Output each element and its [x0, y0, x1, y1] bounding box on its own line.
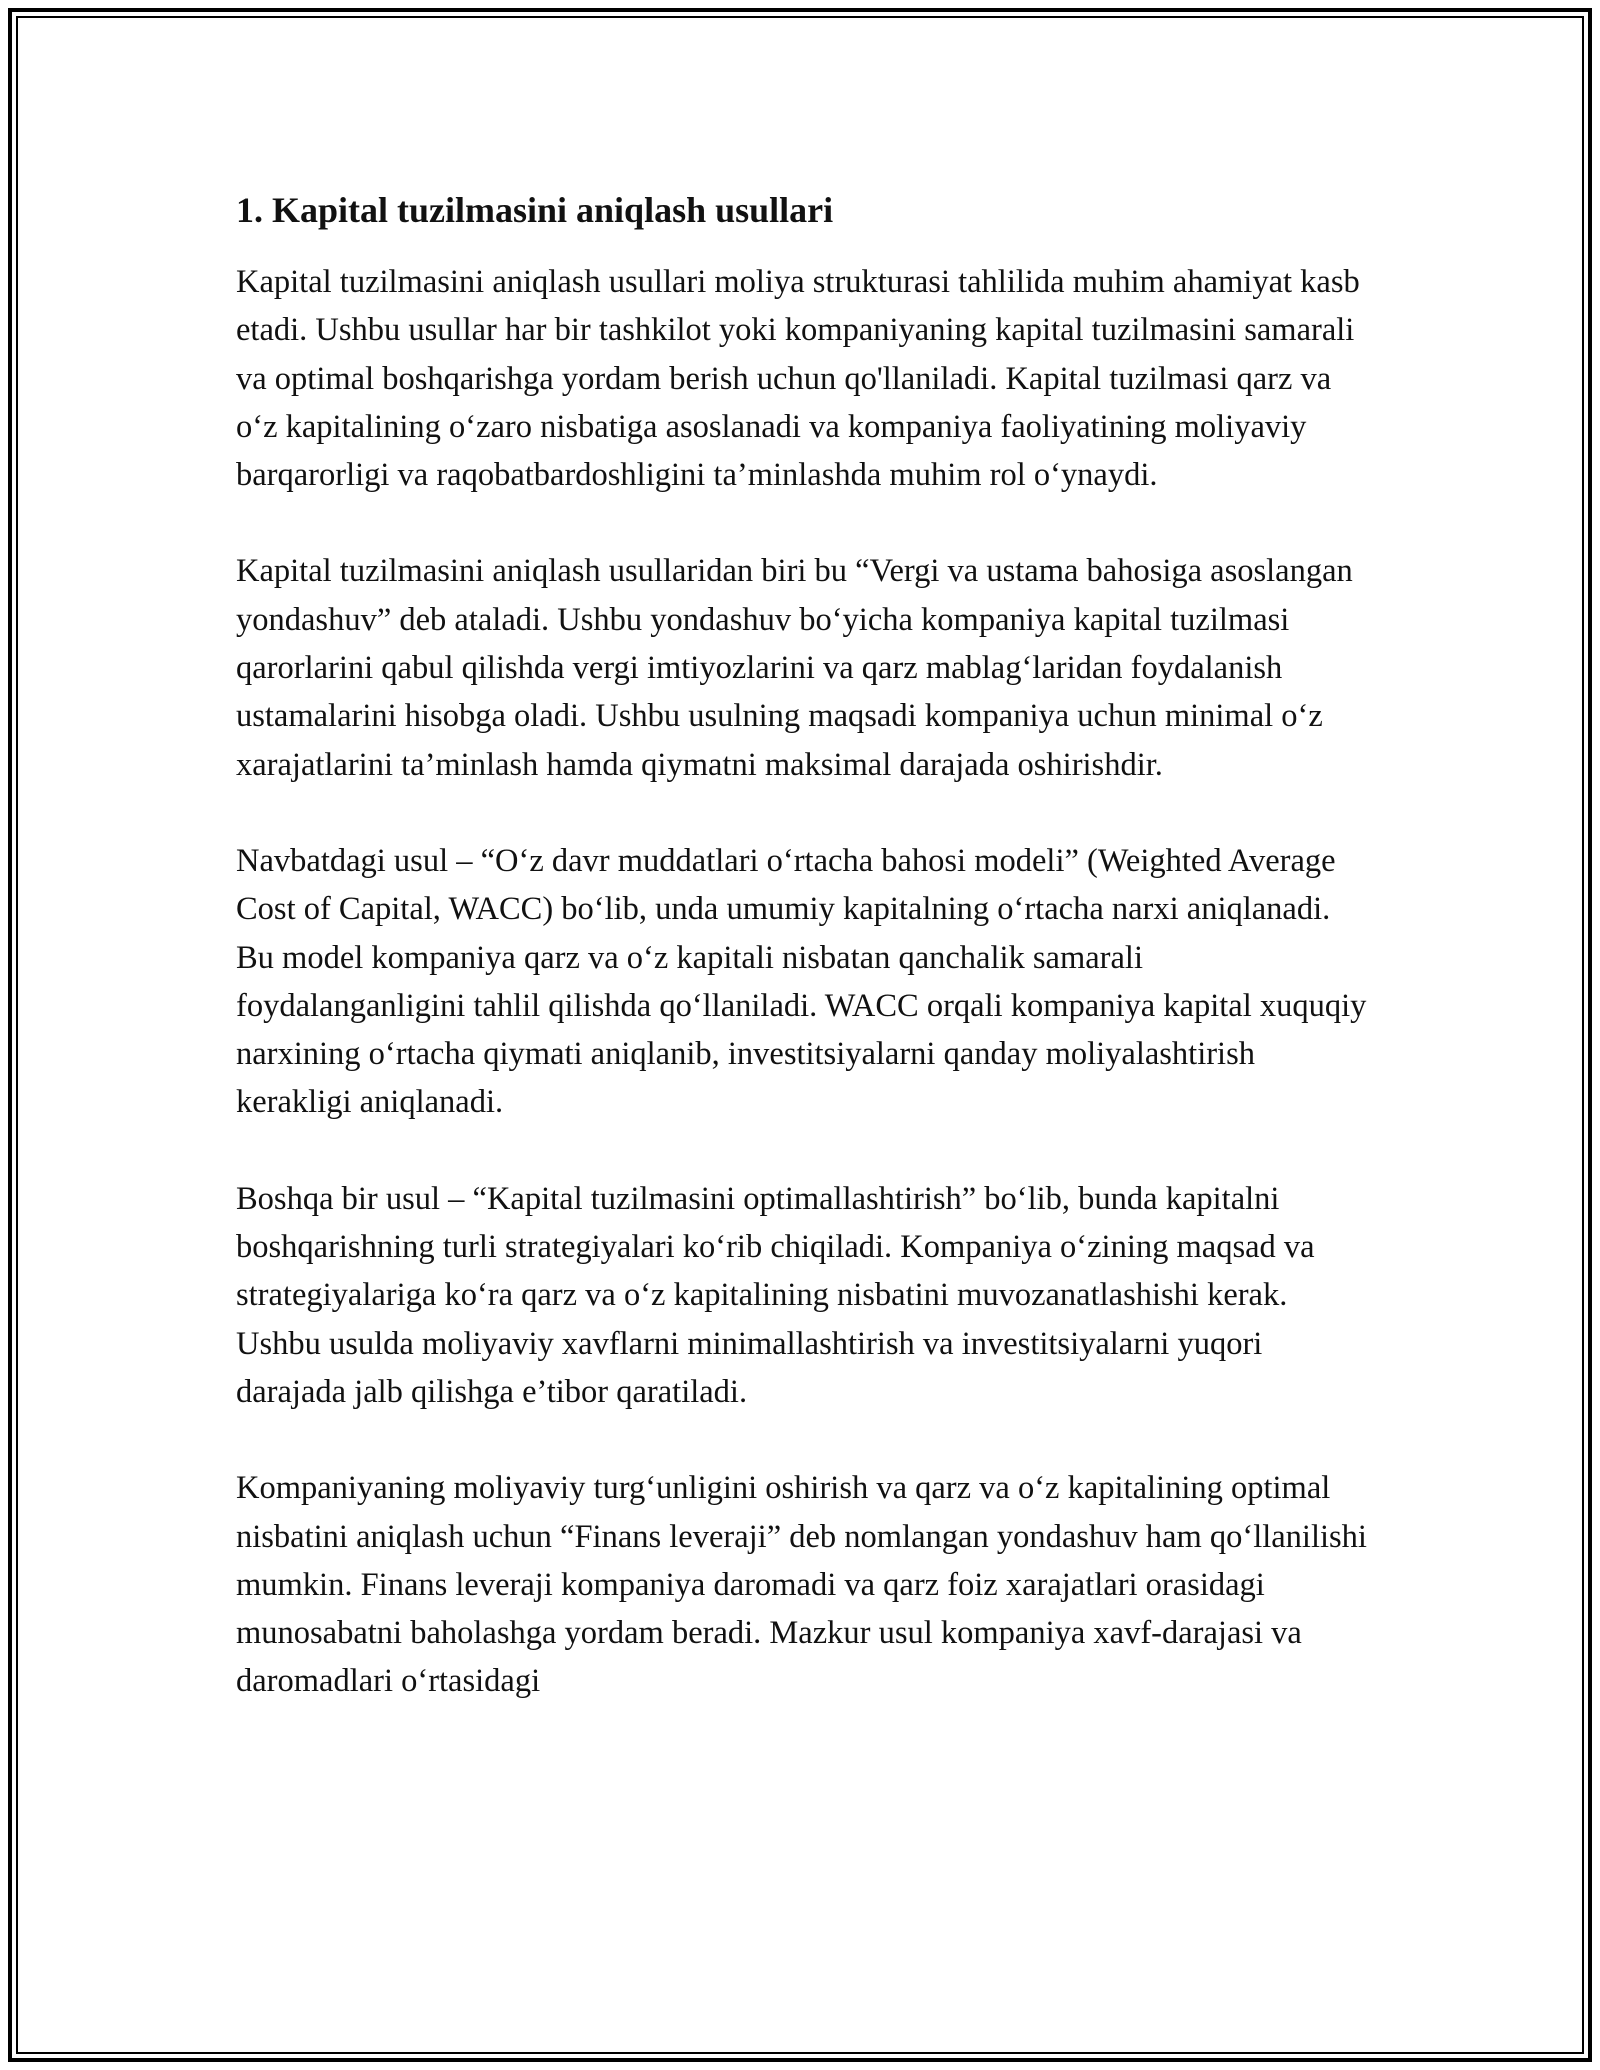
- paragraph-2: Kapital tuzilmasini aniqlash usullaridan biri bu “Vergi va ustama bahosiga asoslangan yondashuv” deb ataladi. Ushbu yondashuv bo‘yicha kompaniya kapital tuzilmasi qarorlarini qabul qilishda vergi imtiyozlarini va qarz mablag‘laridan foydalanish ustamalarini hisobga oladi. Ushbu usulning maqsadi kompaniya uchun minimal o‘z xarajatlarini ta’minlash hamda qiymatni maksimal darajada oshirishdir.: [236, 553, 1353, 783]
- document-body: [236, 186, 1376, 1754]
- page-title: 1. Kapital tuzilmasini aniqlash usullari: [236, 190, 834, 230]
- paragraph-1: Kapital tuzilmasini aniqlash usullari moliya strukturasi tahlilida muhim ahamiyat kasb etadi. Ushbu usullar har bir tashkilot yoki kompaniyaning kapital tuzilmasini samarali va optimal boshqarishga yordam berish uchun qo'llaniladi. Kapital tuzilmasi qarz va o‘z kapitalining o‘zaro nisbatiga asoslanadi va kompaniya faoliyatining moliyaviy barqarorligi va raqobatbardoshligini ta’minlashda muhim rol o‘ynaydi.: [236, 264, 1360, 494]
- paragraph-5: Kompaniyaning moliyaviy turg‘unligini oshirish va qarz va o‘z kapitalining optimal nisbatini aniqlash uchun “Finans leveraji” deb nomlangan yondashuv ham qo‘llanilishi mumkin. Finans leveraji kompaniya daromadi va qarz foiz xarajatlari orasidagi munosabatni baholashga yordam beradi. Mazkur usul kompaniya xavf-darajasi va daromadlari o‘rtasidagi: [236, 1470, 1367, 1700]
- paragraph-4: Boshqa bir usul – “Kapital tuzilmasini optimallashtirish” bo‘lib, bunda kapitalni boshqarishning turli strategiyalari ko‘rib chiqiladi. Kompaniya o‘zining maqsad va strategiyalariga ko‘ra qarz va o‘z kapitalining nisbatini muvozanatlashishi kerak. Ushbu usulda moliyaviy xavflarni minimallashtirish va investitsiyalarni yuqori darajada jalb qilishga e’tibor qaratiladi.: [236, 1180, 1315, 1410]
- paragraph-3: Navbatdagi usul – “O‘z davr muddatlari o‘rtacha bahosi modeli” (Weighted Average Cost of Capital, WACC) bo‘lib, unda umumiy kapitalning o‘rtacha narxi aniqlanadi. Bu model kompaniya qarz va o‘z kapitali nisbatan qanchalik samarali foydalanganligini tahlil qilishda qo‘llaniladi. WACC orqali kompaniya kapital xuquqiy narxining o‘rtacha qiymati aniqlanib, investitsiyalarni qanday moliyalashtirish kerakligi aniqlanadi.: [236, 842, 1367, 1121]
